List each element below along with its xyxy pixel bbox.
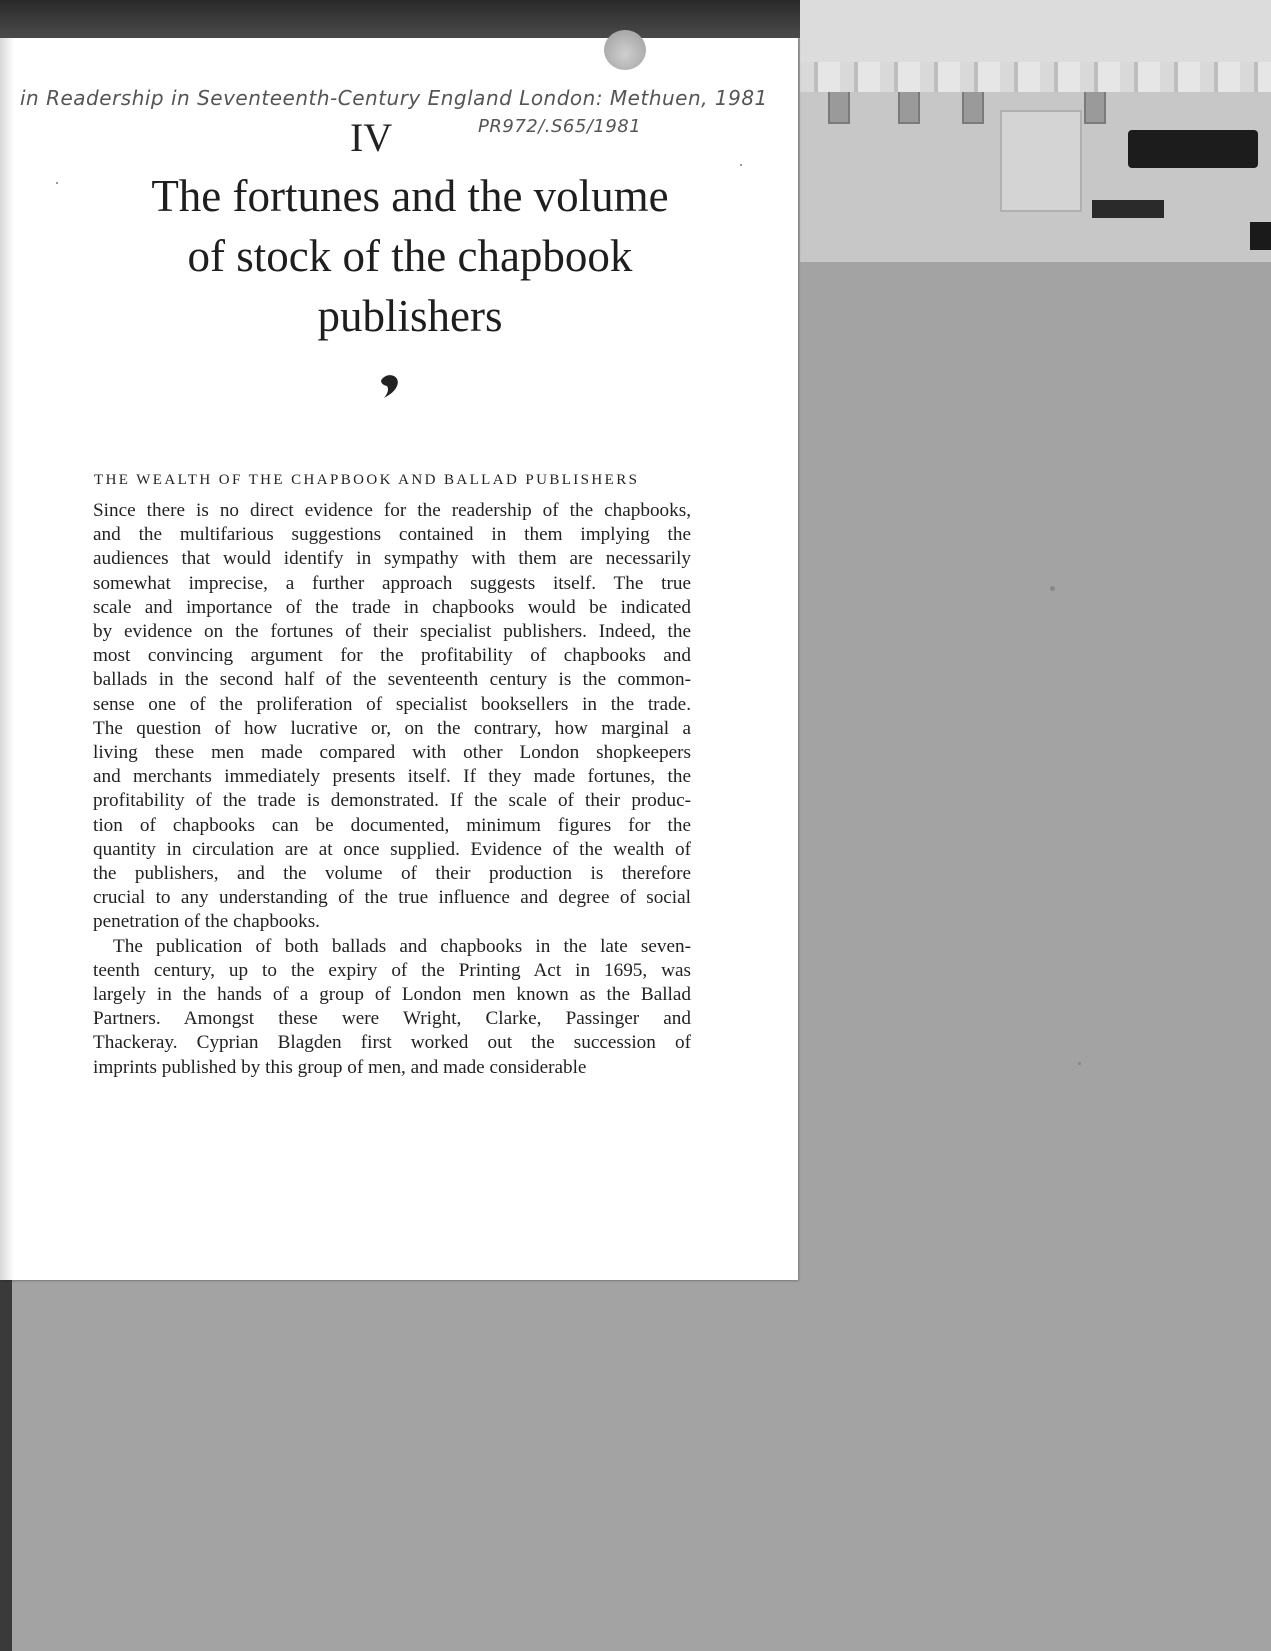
text-line: the publishers, and the volume of their production is therefore: [93, 863, 691, 885]
handwritten-call-number: PR972/.S65/1981: [478, 116, 642, 137]
scanned-page: [0, 38, 798, 1280]
text-line: imprints published by this group of men, and made considerable: [93, 1056, 587, 1078]
dust-speck: [740, 164, 742, 166]
punch-hole: [604, 30, 646, 70]
handwritten-citation: in Readership in Seventeenth-Century England London: Methuen, 1981: [20, 86, 768, 110]
text-line: most convincing argument for the profitability of chapbooks and: [93, 645, 691, 667]
text-line: crucial to any understanding of the true influence and degree of social: [93, 887, 691, 909]
scanner-rail: [800, 62, 1271, 92]
text-line: audiences that would identify in sympathy with them are necessarily: [93, 548, 691, 570]
text-line: Thackeray. Cyprian Blagden first worked out the succession of: [93, 1032, 691, 1054]
chapter-number: IV: [350, 115, 393, 160]
scanner-tray: [800, 0, 1271, 62]
text-line: The question of how lucrative or, on the contrary, how marginal a: [93, 717, 691, 739]
text-line: The publication of both ballads and chapbooks in the late seven-: [113, 935, 691, 957]
chapter-title-line: publishers: [317, 291, 503, 341]
text-line: profitability of the trade is demonstrated. If the scale of their produc-: [93, 790, 691, 812]
scanner-edge-strip: [0, 1280, 12, 1651]
scanner-clip: [1084, 92, 1106, 124]
scanner-lid-edge: [0, 0, 800, 38]
dust-speck: [56, 182, 58, 184]
text-line: Since there is no direct evidence for the readership of the chapbooks,: [93, 500, 691, 521]
body-text: [93, 499, 691, 1080]
leaf-ornament-icon: [375, 370, 405, 400]
text-line: and the multifarious suggestions contained in them implying the: [93, 524, 691, 546]
text-line: tion of chapbooks can be documented, minimum figures for the: [93, 814, 691, 836]
dust-speck: [1078, 1062, 1081, 1065]
text-line: Partners. Amongst these were Wright, Clarke, Passinger and: [93, 1008, 691, 1030]
scanner-clip: [828, 92, 850, 124]
scanner-latch: [1000, 110, 1082, 212]
scanner-slot: [1092, 200, 1164, 218]
text-line: sense one of the proliferation of specialist booksellers in the trade.: [93, 693, 691, 715]
text-line: by evidence on the fortunes of their specialist publishers. Indeed, the: [93, 621, 691, 643]
page-edge-shadow: [0, 38, 14, 1280]
chapter-title-line: The fortunes and the volume: [151, 171, 669, 221]
scanner-tab: [1250, 222, 1271, 250]
scanner-clip: [962, 92, 984, 124]
dust-speck: [1050, 586, 1055, 591]
paragraph: [93, 499, 691, 935]
text-line: living these men made compared with other London shopkeepers: [93, 742, 691, 764]
chapter-title-line: of stock of the chapbook: [187, 231, 633, 281]
text-line: quantity in circulation are at once supplied. Evidence of the wealth of: [93, 838, 691, 860]
text-line: somewhat imprecise, a further approach suggests itself. The true: [93, 572, 691, 594]
text-line: and merchants immediately presents itself. If they made fortunes, the: [93, 766, 691, 788]
text-line: largely in the hands of a group of London men known as the Ballad: [93, 984, 691, 1006]
section-heading: THE WEALTH OF THE CHAPBOOK AND BALLAD PUBLISHERS: [94, 472, 640, 488]
text-line: teenth century, up to the expiry of the Printing Act in 1695, was: [93, 959, 691, 981]
chapter-title: [60, 166, 760, 346]
text-line: penetration of the chapbooks.: [93, 911, 320, 933]
text-line: ballads in the second half of the seventeenth century is the common-: [93, 669, 691, 691]
text-line: scale and importance of the trade in chapbooks would be indicated: [93, 596, 691, 618]
scanner-slot: [1128, 130, 1258, 168]
scanner-clip: [898, 92, 920, 124]
paragraph: [93, 935, 691, 1080]
